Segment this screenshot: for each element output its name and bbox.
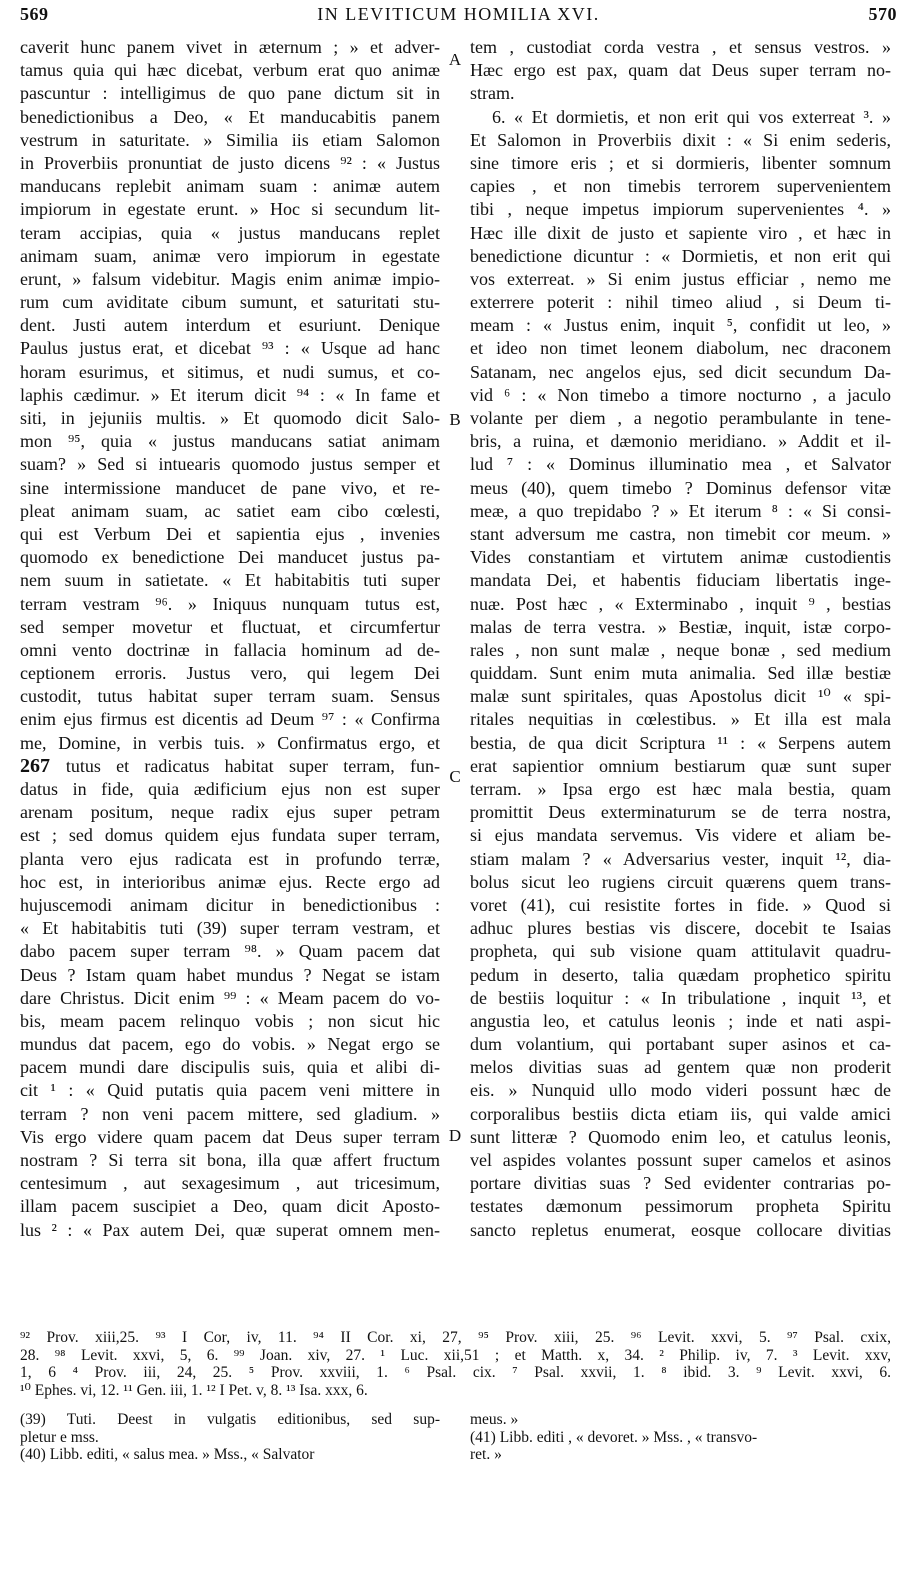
footnote-line: ¹⁰ Ephes. vi, 12. ¹¹ Gen. iii, 1. ¹² I Pet. v, 8. ¹³ Isa. xxx, 6. <box>20 1381 368 1399</box>
footnote-line: ⁹² Prov. xiii,25. ⁹³ I Cor, iv, 11. ⁹⁴ II Cor. xi, 27, ⁹⁵ Prov. xiii, 25. ⁹⁶ Levit. xxvi, 5. ⁹⁷ Psal. cxix, <box>20 1329 891 1346</box>
text-line: illam pacem suscipiet a Deo, quam dicit Aposto- <box>20 1196 440 1217</box>
text-line: bestia, de qua dicit Scriptura ¹¹ : « Serpens autem <box>470 732 891 753</box>
text-line: caverit hunc panem vivet in æternum ; » et adver- <box>20 37 440 57</box>
text-line: 6. « Et dormietis, et non erit qui vos exterreat ³. » <box>492 106 891 127</box>
text-line: mundus dat pacem, ego do vobis. » Negat ergo se <box>20 1034 440 1055</box>
text-line: « Et habitabitis tuti (39) super terram vestram, et <box>20 918 440 939</box>
text-line: terram. » Ipsa ergo est hæc mala bestia, quam <box>470 779 891 799</box>
text-line: pleat animam suam, ac satiet eam cibo cœlesti, <box>20 500 440 521</box>
text-line: Hæc ille dixit de justo et sapiente viro , et hæc in <box>470 222 891 243</box>
text-line: volante per diem , a negotio perambulante in tene- <box>470 408 891 428</box>
text-line: propheta, qui sub visione quam attitulavit quadru- <box>470 941 891 962</box>
text-line: rales , non sunt malæ , neque bonæ , sed medium <box>470 639 891 660</box>
text-line: custodit, tutus habitat super terram suam. Sensus <box>20 686 440 707</box>
editorial-notes-left <box>20 1411 440 1464</box>
text-line: erat sapientior omnium bestiarum quæ sunt super <box>470 755 891 776</box>
text-line: benedictionibus a Deo, « Et manducabitis panem <box>20 106 440 127</box>
text-line: rum cum aviditate cibum sumunt, et saturitati stu- <box>20 292 440 313</box>
text-line: mandata Dei, et habentis fiduciam libertatis inge- <box>470 570 891 591</box>
text-line: suam? » Sed si intuearis quomodo justus semper et <box>20 454 440 475</box>
text-line: hujuscemodi animam dicitur in benedictionibus : <box>20 894 440 915</box>
text-line: benedictione dicuntur : « Dormietis, et non erit qui <box>470 245 891 266</box>
text-line: lus ² : « Pax autem Dei, quæ superat omnem men- <box>20 1219 440 1240</box>
text-line: Vis ergo videre quam pacem dat Deus super terram <box>20 1126 440 1147</box>
text-line: de bestiis loquitur : « In tribulatione , inquit ¹³, et <box>470 987 891 1008</box>
text-line: angustia leo, et catulus leonis ; inde et nati aspi- <box>470 1010 891 1031</box>
text-line: meæ, a quo trepidabo ? » Et iterum ⁸ : « Si consi- <box>470 500 891 521</box>
text-line: centesimum , aut sexagesimum , aut tricesimum, <box>20 1173 440 1194</box>
text-line: erunt, » falsum videbitur. Magis enim animæ impio- <box>20 268 440 289</box>
text-line: eis. » Nunquid ullo modo videri possunt hæc de <box>470 1080 891 1101</box>
footnote-line: 28. ⁹⁸ Levit. xxvi, 5, 6. ⁹⁹ Joan. xiv, 27. ¹ Luc. xii,51 ; et Matth. x, 34. ² Philip. iv, 7. ³ Levit. xxv, <box>20 1346 891 1364</box>
text-line: ceptionem erroris. Justus vero, qui legem Dei <box>20 663 440 684</box>
text-line: pedum in deserto, talia quædam prophetico spiritu <box>470 964 891 985</box>
note-line: pletur e mss. <box>20 1428 99 1446</box>
text-line: Paulus justus erat, et dicebat ⁹³ : « Usque ad hanc <box>20 338 440 359</box>
text-line: tem , custodiat corda vestra , et sensus vestros. » <box>470 37 891 57</box>
text-line: pacem mundi dare discipulis suis, quia et alibi di- <box>20 1057 440 1078</box>
text-line: nostram ? Si terra sit bona, illa quæ affert fructum <box>20 1150 440 1170</box>
text-line: vel aspides volantes possunt super camelos et asinos <box>470 1150 891 1170</box>
text-line: vos exterreat. » Si enim justus efficiar , nemo me <box>470 268 891 289</box>
text-line: animam suam, animæ vero impiorum in egestate <box>20 245 440 266</box>
text-line: capies , et non timebis terrorem supervenientem <box>470 176 891 197</box>
text-line: me, Domine, in verbis tuis. » Confirmatus ergo, et <box>20 732 440 753</box>
text-line: vid ⁶ : « Non timebo a timore nocturno , a jaculo <box>470 384 891 405</box>
text-line: sunt litteræ ? Quomodo enim leo, et catulus leonis, <box>470 1126 891 1147</box>
text-line: voret (41), cui resistite fortes in fide. » Quod si <box>470 894 891 915</box>
text-line: Hæc ergo est pax, quam dat Deus super terram no- <box>470 60 891 81</box>
text-line: quomodo ex benedictione Dei manducet justus pa- <box>20 547 440 568</box>
text-line: meus (40), quem timebo ? Dominus defensor vitæ <box>470 477 891 498</box>
text-line: si ejus mandata servemus. Vis videre et aliam be- <box>470 825 891 846</box>
text-line: meam : « Justus enim, inquit ⁵, confidit ut leo, » <box>470 315 891 336</box>
text-line: et ideo non timet leonem diabolum, nec draconem <box>470 338 891 359</box>
text-line: adhuc plures bestias vis discere, docebit te Isaias <box>470 918 891 939</box>
text-line: stiam malam ? « Adversarius vester, inquit ¹², dia- <box>470 848 891 869</box>
text-line: melos divitias suas ad gentem quæ non proderit <box>470 1057 891 1078</box>
text-line: quiddam. Sunt enim muta animalia. Sed illæ bestiæ <box>470 663 891 684</box>
text-line: terram vestram ⁹⁶. » Iniquus nunquam tutus est, <box>20 593 440 614</box>
text-line: stant adversum me castra, non timebit cor meum. » <box>470 523 891 544</box>
footnote-references <box>20 1329 891 1399</box>
text-line: pascuntur : intelligimus de quo pane dictum sit in <box>20 83 440 104</box>
text-line: lud ⁷ : « Dominus illuminatio mea , et Salvator <box>470 454 891 475</box>
text-line: terram ? non veni pacem mittere, sed gladium. » <box>20 1103 440 1124</box>
note-line: meus. » <box>470 1411 519 1428</box>
text-line: sine intermissione manducet de pane vivo, et re- <box>20 477 440 498</box>
text-line: 267 tutus et radicatus habitat super terram, fun- <box>20 754 440 777</box>
text-line: promittit Deus exterminaturum se de terra nostra, <box>470 802 891 823</box>
text-line: Deus ? Istam quam habet mundus ? Negat se istam <box>20 964 440 985</box>
text-line: arenam positum, neque radix ejus super petram <box>20 802 440 823</box>
margin-marker-b: B <box>449 410 461 429</box>
note-line: (40) Libb. editi, « salus mea. » Mss., « Salvator <box>20 1446 315 1463</box>
note-line: (41) Libb. editi , « devoret. » Mss. , « transvo- <box>470 1428 758 1446</box>
text-line: omni vento doctrinæ in fallacia hominum ad de- <box>20 639 440 660</box>
text-line: tamus quia qui hæc dicebat, verbum erat quo animæ <box>20 60 440 81</box>
text-line: horam esurimus, et sitimus, et nudi sumus, et co- <box>20 361 440 382</box>
text-line: hoc est, in interioribus animæ ejus. Recte ergo ad <box>20 871 440 892</box>
note-line: ret. » <box>470 1446 502 1463</box>
left-column <box>20 36 440 1321</box>
text-line: corporalibus bestiis dicta etiam iis, qui valde amici <box>470 1103 891 1124</box>
text-line: malæ sunt spiritales, quas Apostolus dicit ¹⁰ « spi- <box>470 686 891 707</box>
text-line: ritales nequitias in cœlestibus. » Et illa est mala <box>470 709 891 730</box>
text-line: sancto repletus enumerat, eosque collocare divitias <box>470 1219 891 1240</box>
text-line: manducans replebit animam suam : animæ autem <box>20 176 440 197</box>
text-line: nem suum in satietate. « Et habitabitis tuti super <box>20 570 440 591</box>
text-line: Vides constantiam et virtutem animæ custodientis <box>470 547 891 568</box>
text-line: exterrere poterit : nihil timeo aliud , si Deum ti- <box>470 292 891 313</box>
margin-marker-d: D <box>448 1126 462 1145</box>
running-title: IN LEVITICUM HOMILIA XVI. <box>317 4 600 24</box>
margin-marker-a: A <box>448 50 462 69</box>
text-line: teram accipias, quia « justus manducans replet <box>20 222 440 243</box>
text-line: testates dæmonum pessimorum propheta Spiritu <box>470 1196 891 1217</box>
footnote-line: 1, 6 ⁴ Prov. iii, 24, 25. ⁵ Prov. xxviii, 1. ⁶ Psal. cix. ⁷ Psal. xxvii, 1. ⁸ ibid. 3. ⁹ Levit. xxvi, 6. <box>20 1364 891 1381</box>
text-line: portare divitias suas ? Sed evidenter contrarias po- <box>470 1173 891 1194</box>
text-line: stram. <box>470 83 515 104</box>
text-line: enim ejus firmus est dicentis ad Deum ⁹⁷ : « Confirma <box>20 709 440 730</box>
text-line: siti, in jejuniis multis. » Et quomodo dicit Salo- <box>20 408 440 428</box>
text-line: sed semper movetur et fluctuat, et circumfertur <box>20 616 440 637</box>
text-line: cit ¹ : « Quid putatis quia pacem veni mittere in <box>20 1080 440 1101</box>
text-line: qui est Verbum Dei et sapientia ejus , invenies <box>20 523 440 544</box>
text-line: impiorum in egestate erunt. » Hoc si secundum lit- <box>20 199 440 220</box>
text-line: Satanam, nec angelos ejus, sed dicit secundum Da- <box>470 361 891 382</box>
text-line: dare Christus. Dicit enim ⁹⁹ : « Meam pacem do vo- <box>20 987 440 1008</box>
column-number: 267 <box>20 754 66 777</box>
text-line: bris, a ruina, et dæmonio meridiano. » Addit et il- <box>470 431 891 452</box>
page-number-left: 569 <box>20 4 49 24</box>
text-line: sine timore eris ; et si dormieris, libenter somnum <box>470 152 891 173</box>
text-line: dum volantium, qui portabant super asinos et ca- <box>470 1034 891 1055</box>
page-number-right: 570 <box>868 4 897 24</box>
margin-marker-c: C <box>449 767 461 786</box>
right-column <box>470 36 891 1321</box>
text-line: dent. Justi autem interdum et esuriunt. Denique <box>20 315 440 336</box>
text-line: dabo pacem super terram ⁹⁸. » Quam pacem dat <box>20 941 440 962</box>
text-line: laphis cædimur. » Et iterum dicit ⁹⁴ : « In fame et <box>20 384 440 405</box>
text-line: mon ⁹⁵, quia « justus manducans satiat animam <box>20 431 440 452</box>
running-header <box>20 4 897 32</box>
text-line: Et Salomon in Proverbiis dixit : « Si enim sederis, <box>470 129 891 150</box>
text-line: bolus sicut leo rugiens circuit quærens quem trans- <box>470 871 891 892</box>
text-line: bis, meam pacem relinquo vobis ; non sicut hic <box>20 1010 440 1031</box>
text-line: malas de terra vestra. » Bestiæ, inquit, istæ corpo- <box>470 616 891 637</box>
text-line: nuæ. Post hæc , « Exterminabo , inquit ⁹ , bestias <box>470 593 891 614</box>
text-line: tibi , neque impetus impiorum supervenientes ⁴. » <box>470 199 891 220</box>
text-line: vestrum in saturitate. » Similia iis etiam Salomon <box>20 129 440 150</box>
note-line: (39) Tuti. Deest in vulgatis editionibus, sed sup- <box>20 1411 440 1428</box>
text-line: est ; sed domus quidem ejus fundata super terram, <box>20 825 440 846</box>
text-line: datus in fide, quia ædificium ejus non est super <box>20 779 440 799</box>
text-line: in Proverbiis pronuntiat de justo dicens ⁹² : « Justus <box>20 152 440 173</box>
text-line: planta vero ejus radicata est in profundo terræ, <box>20 848 440 869</box>
editorial-notes-right <box>470 1411 891 1464</box>
